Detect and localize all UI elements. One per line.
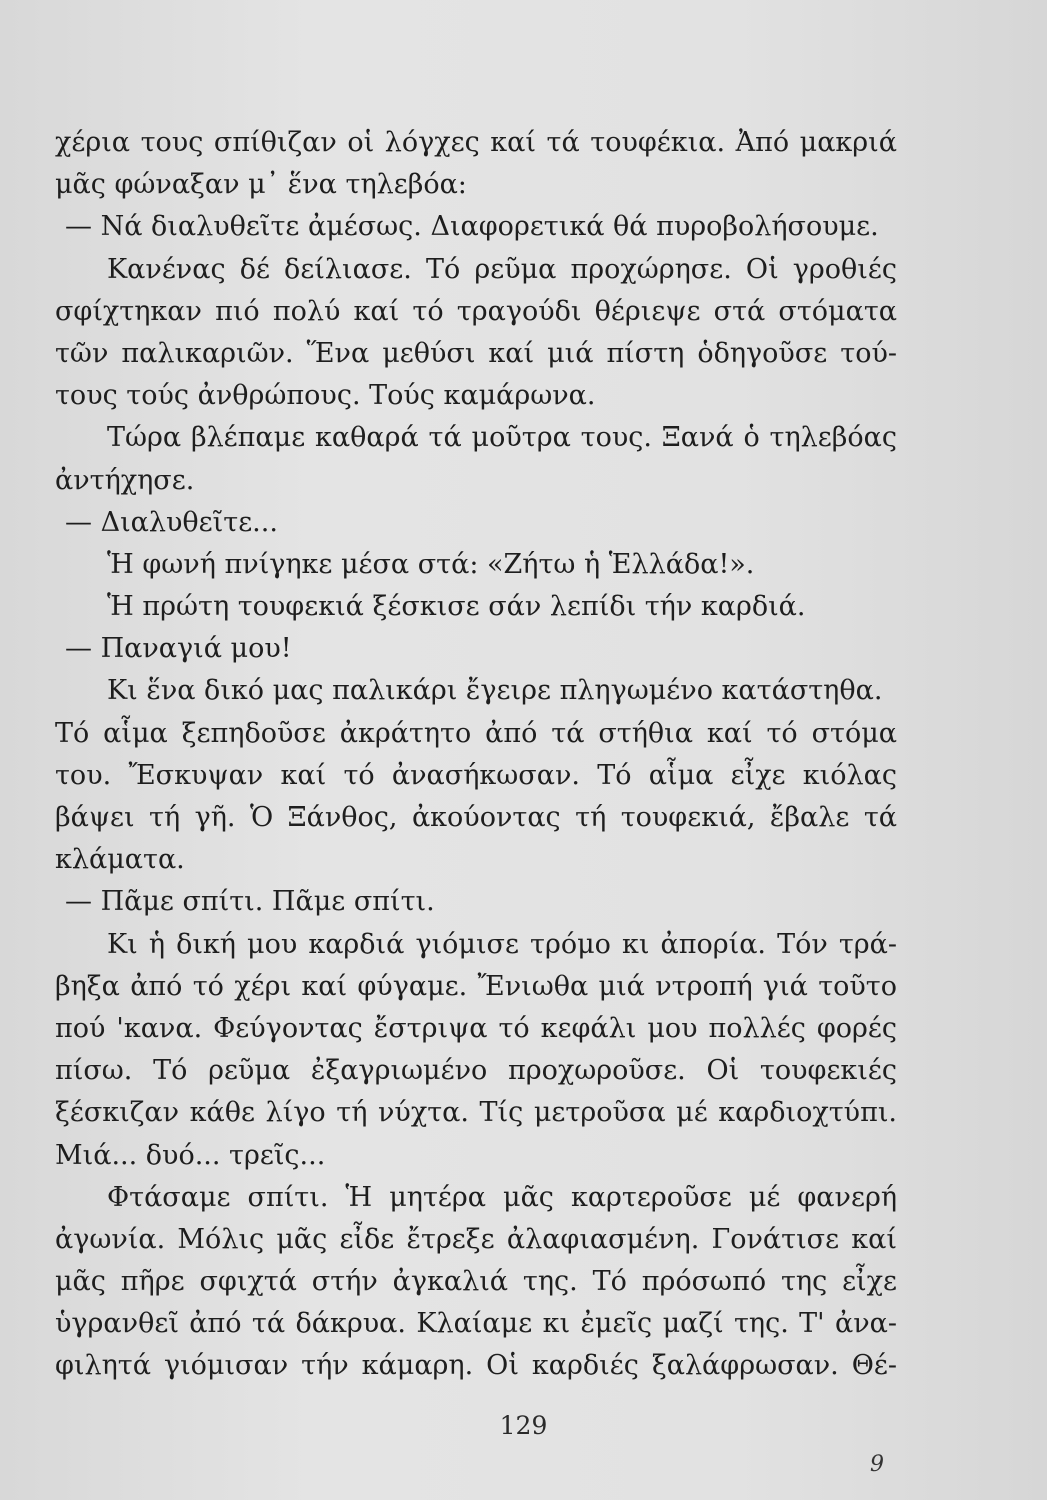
text-line: ὑγρανθεῖ ἀπό τά δάκρυα. Κλαίαμε κι ἐμεῖς μαζί της. Τ' ἀνα- bbox=[55, 1308, 897, 1340]
text-line: Τό αἷμα ξεπηδοῦσε ἀκράτητο ἀπό τά στήθια καί τό στόμα bbox=[55, 717, 897, 749]
text-line: Ἡ πρώτη τουφεκιά ξέσκισε σάν λεπίδι τήν καρδιά. bbox=[107, 591, 806, 623]
text-line: φιλητά γιόμισαν τήν κάμαρη. Οἱ καρδιές ξαλάφρωσαν. Θέ- bbox=[55, 1350, 897, 1382]
signature-mark: 9 bbox=[870, 1452, 884, 1477]
text-line: Κι ἡ δική μου καρδιά γιόμισε τρόμο κι ἀπορία. Τόν τρά- bbox=[107, 928, 897, 960]
text-line: μᾶς πῆρε σφιχτά στήν ἀγκαλιά της. Τό πρόσωπό της εἶχε bbox=[55, 1266, 897, 1298]
page-number: 129 bbox=[499, 1411, 548, 1440]
text-line: πίσω. Τό ρεῦμα ἐξαγριωμένο προχωροῦσε. Οἱ τουφεκιές bbox=[55, 1055, 897, 1087]
text-line: Μιά... δυό... τρεῖς... bbox=[55, 1139, 326, 1171]
text-line: χέρια τους σπίθιζαν οἱ λόγχες καί τά τουφέκια. Ἀπό μακριά bbox=[55, 127, 897, 158]
text-line: σφίχτηκαν πιό πολύ καί τό τραγούδι θέριεψε στά στόματα bbox=[55, 295, 897, 327]
text-line: πού 'κανα. Φεύγοντας ἔστριψα τό κεφάλι μου πολλές φορές bbox=[55, 1012, 897, 1044]
text-line: ἀντήχησε. bbox=[55, 464, 195, 496]
text-line: Φτάσαμε σπίτι. Ἡ μητέρα μᾶς καρτεροῦσε μέ φανερή bbox=[107, 1181, 897, 1213]
text-line: ἀγωνία. Μόλις μᾶς εἶδε ἔτρεξε ἀλαφιασμένη. Γονάτισε καί bbox=[55, 1223, 897, 1255]
text-line: — Διαλυθεῖτε... bbox=[65, 506, 278, 538]
text-line: Τώρα βλέπαμε καθαρά τά μοῦτρα τους. Ξανά ὁ τηλεβόας bbox=[107, 422, 897, 454]
text-line: μᾶς φώναξαν μ᾿ ἕνα τηλεβόα: bbox=[55, 169, 467, 201]
text-line: Ἡ φωνή πνίγηκε μέσα στά: «Ζήτω ἡ Ἑλλάδα!». bbox=[107, 548, 755, 580]
text-line: του. Ἔσκυψαν καί τό ἀνασήκωσαν. Τό αἷμα εἶχε κιόλας bbox=[55, 759, 897, 791]
text-line: κλάματα. bbox=[55, 844, 185, 876]
text-line: — Νά διαλυθεῖτε ἀμέσως. Διαφορετικά θά πυροβολήσουμε. bbox=[65, 211, 879, 243]
text-line: τῶν παλικαριῶν. Ἕνα μεθύσι καί μιά πίστη ὁδηγοῦσε τού- bbox=[55, 337, 897, 369]
text-line: βάψει τή γῆ. Ὁ Ξάνθος, ἀκούοντας τή τουφεκιά, ἔβαλε τά bbox=[55, 802, 897, 833]
text-line: ξέσκιζαν κάθε λίγο τή νύχτα. Τίς μετροῦσα μέ καρδιοχτύπι. bbox=[55, 1097, 897, 1129]
text-line: — Πᾶμε σπίτι. Πᾶμε σπίτι. bbox=[65, 886, 435, 918]
text-line: — Παναγιά μου! bbox=[65, 633, 292, 665]
text-line: Κι ἕνα δικό μας παλικάρι ἔγειρε πληγωμένο κατάστηθα. bbox=[107, 675, 883, 707]
text-line: Κανένας δέ δείλιασε. Τό ρεῦμα προχώρησε. Οἱ γροθιές bbox=[107, 253, 897, 285]
text-line: βηξα ἀπό τό χέρι καί φύγαμε. Ἔνιωθα μιά ντροπή γιά τοῦτο bbox=[55, 970, 897, 1002]
text-line: τους τούς ἀνθρώπους. Τούς καμάρωνα. bbox=[55, 380, 596, 412]
body-text bbox=[55, 122, 897, 1388]
